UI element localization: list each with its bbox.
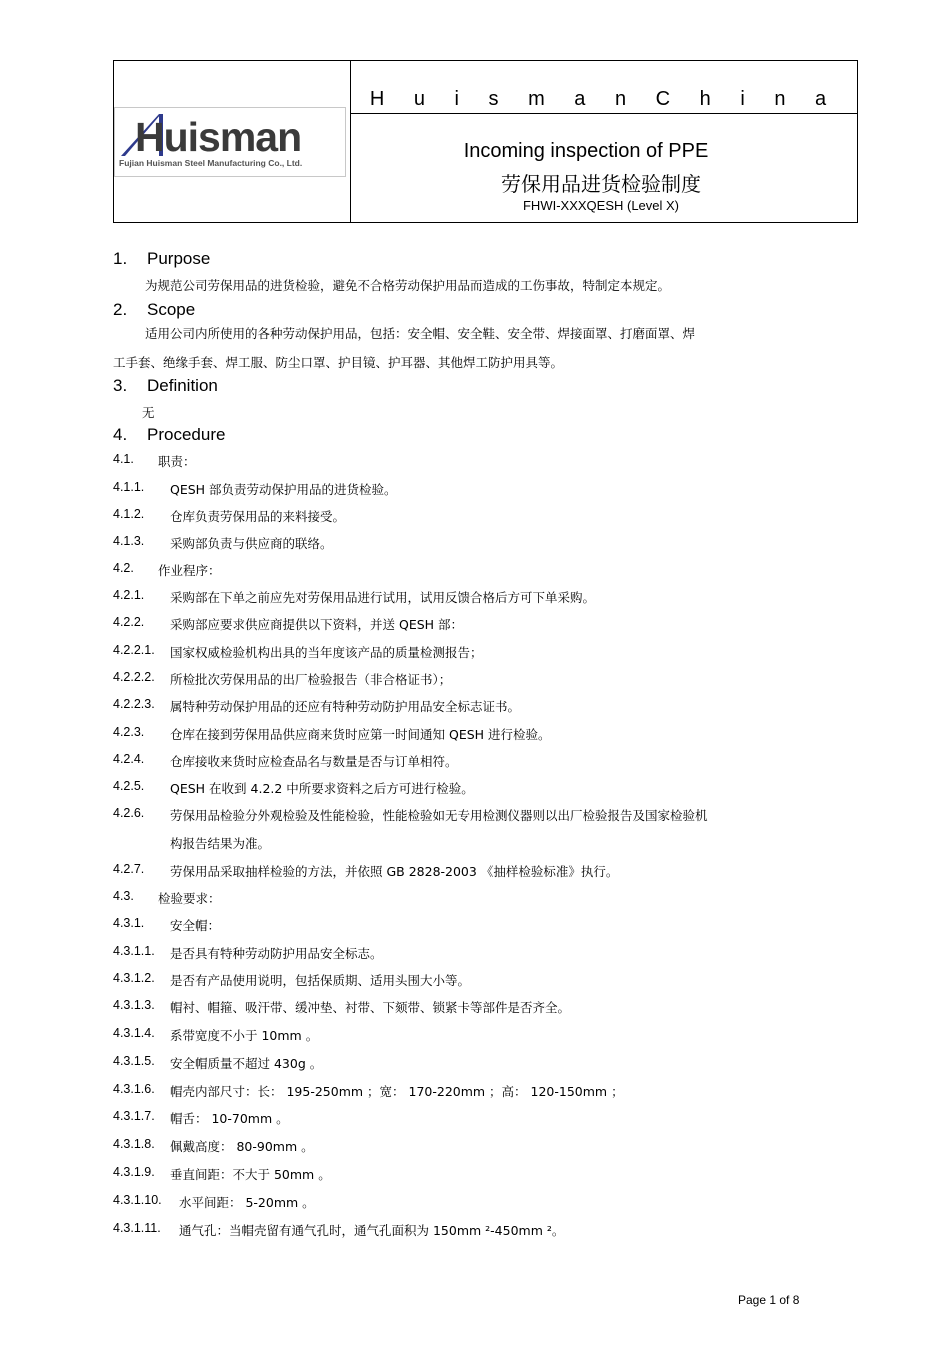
document-header	[113, 60, 858, 223]
page-number: Page 1 of 8	[738, 1293, 800, 1307]
document-number: FHWI-XXXQESH (Level X)	[522, 198, 680, 213]
company-name: H u i s m a n C h i n a	[351, 61, 857, 114]
item-text: 仓库在接到劳保用品供应商来货时应第一时间通知 QESH 进行检验。	[170, 727, 551, 742]
item-text: 帽壳内部尺寸：长： 195-250mm ；宽： 170-220mm ；高： 120-150mm ；	[170, 1084, 624, 1099]
item-number: 4.3.1.9.	[113, 1165, 155, 1179]
item-text: 职责：	[158, 454, 196, 469]
item-number: 4.3.1.2.	[113, 971, 155, 985]
title-english: Incoming inspection of PPE	[463, 140, 709, 162]
item-number: 4.3.1.11.	[113, 1221, 161, 1235]
item-number: 4.3.1.6.	[113, 1082, 155, 1096]
item-text: 是否具有特种劳动防护用品安全标志。	[170, 946, 383, 961]
item-number: 4.2.6.	[113, 806, 145, 820]
item-text: 安全帽质量不超过 430g 。	[170, 1056, 323, 1071]
item-number: 4.3.1.4.	[113, 1026, 155, 1040]
item-number: 4.3.1.1.	[113, 944, 155, 958]
item-number: 4.2.4.	[113, 752, 145, 766]
item-text: 劳保用品检验分外观检验及性能检验，性能检验如无专用检测仪器则以出厂检验报告及国家检验机	[170, 808, 708, 823]
logo-subtitle: Fujian Huisman Steel Manufacturing Co., Ltd.	[119, 158, 303, 168]
item-text: 垂直间距：不大于 50mm 。	[170, 1167, 331, 1182]
item-text: QESH 在收到 4.2.2 中所要求资料之后方可进行检验。	[170, 781, 474, 796]
item-number: 4.1.1.	[113, 480, 145, 494]
section-label: Procedure	[147, 425, 226, 444]
item-number: 4.2.	[113, 561, 134, 575]
item-text: 构报告结果为准。	[170, 836, 271, 851]
section-label: Definition	[147, 376, 218, 395]
item-number: 4.2.3.	[113, 725, 145, 739]
item-number: 4.3.1.	[113, 916, 145, 930]
logo-cell	[114, 61, 351, 222]
item-text: 国家权威检验机构出具的当年度该产品的质量检测报告；	[170, 645, 483, 660]
item-text: 系带宽度不小于 10mm 。	[170, 1028, 319, 1043]
item-number: 4.2.2.	[113, 615, 145, 629]
item-number: 4.3.1.10.	[113, 1193, 162, 1207]
section-number: 3.	[113, 376, 128, 395]
item-text: 佩戴高度： 80-90mm 。	[170, 1139, 314, 1154]
section-number: 2.	[113, 300, 128, 319]
company-logo	[114, 107, 346, 177]
item-text: 采购部应要求供应商提供以下资料，并送 QESH 部：	[170, 617, 464, 632]
scope-text-line1: 适用公司内所使用的各种劳动保护用品，包括：安全帽、安全鞋、安全带、焊接面罩、打磨面罩、焊	[145, 326, 696, 341]
purpose-text: 为规范公司劳保用品的进货检验，避免不合格劳动保护用品而造成的工伤事故，特制定本规定。	[145, 278, 671, 293]
section-number: 1.	[113, 249, 128, 268]
item-number: 4.2.7.	[113, 862, 145, 876]
definition-text: 无	[142, 405, 155, 420]
item-number: 4.3.1.5.	[113, 1054, 155, 1068]
item-number: 4.2.1.	[113, 588, 145, 602]
item-number: 4.2.2.3.	[113, 697, 155, 711]
title-chinese: 劳保用品进货检验制度	[501, 172, 701, 196]
item-number: 4.2.2.1.	[113, 643, 155, 657]
item-text: 安全帽：	[170, 918, 221, 933]
item-text: 采购部在下单之前应先对劳保用品进行试用，试用反馈合格后方可下单采购。	[170, 590, 596, 605]
item-number: 4.2.2.2.	[113, 670, 155, 684]
item-text: 作业程序：	[158, 563, 221, 578]
item-text: 所检批次劳保用品的出厂检验报告（非合格证书）；	[170, 672, 452, 687]
item-number: 4.1.2.	[113, 507, 145, 521]
item-text: 是否有产品使用说明，包括保质期、适用头围大小等。	[170, 973, 471, 988]
item-number: 4.3.1.7.	[113, 1109, 155, 1123]
item-text: 属特种劳动保护用品的还应有特种劳动防护用品安全标志证书。	[170, 699, 521, 714]
item-number: 4.3.1.3.	[113, 998, 155, 1012]
item-text: 通气孔：当帽壳留有通气孔时，通气孔面积为 150mm ²-450mm ²。	[179, 1223, 565, 1238]
item-number: 4.1.	[113, 452, 134, 466]
item-text: 采购部负责与供应商的联络。	[170, 536, 333, 551]
section-label: Scope	[147, 300, 196, 319]
item-number: 4.3.	[113, 889, 134, 903]
scope-text-line2: 工手套、绝缘手套、焊工服、防尘口罩、护目镜、护耳器、其他焊工防护用具等。	[113, 355, 564, 370]
item-number: 4.3.1.8.	[113, 1137, 155, 1151]
item-text: 检验要求：	[158, 891, 221, 906]
item-number: 4.2.5.	[113, 779, 145, 793]
item-text: QESH 部负责劳动保护用品的进货检验。	[170, 482, 397, 497]
item-text: 帽舌： 10-70mm 。	[170, 1111, 289, 1126]
item-text: 仓库负责劳保用品的来料接受。	[170, 509, 346, 524]
item-number: 4.1.3.	[113, 534, 145, 548]
item-text: 仓库接收来货时应检查品名与数量是否与订单相符。	[170, 754, 458, 769]
item-text: 水平间距： 5-20mm 。	[179, 1195, 315, 1210]
section-number: 4.	[113, 425, 128, 444]
item-text: 帽衬、帽箍、吸汗带、缓冲垫、衬带、下颏带、锁紧卡等部件是否齐全。	[170, 1000, 571, 1015]
item-text: 劳保用品采取抽样检验的方法，并依照 GB 2828-2003 《抽样检验标准》执行。	[170, 864, 619, 879]
logo-wordmark: Huisman	[135, 114, 302, 160]
section-label: Purpose	[147, 249, 211, 268]
